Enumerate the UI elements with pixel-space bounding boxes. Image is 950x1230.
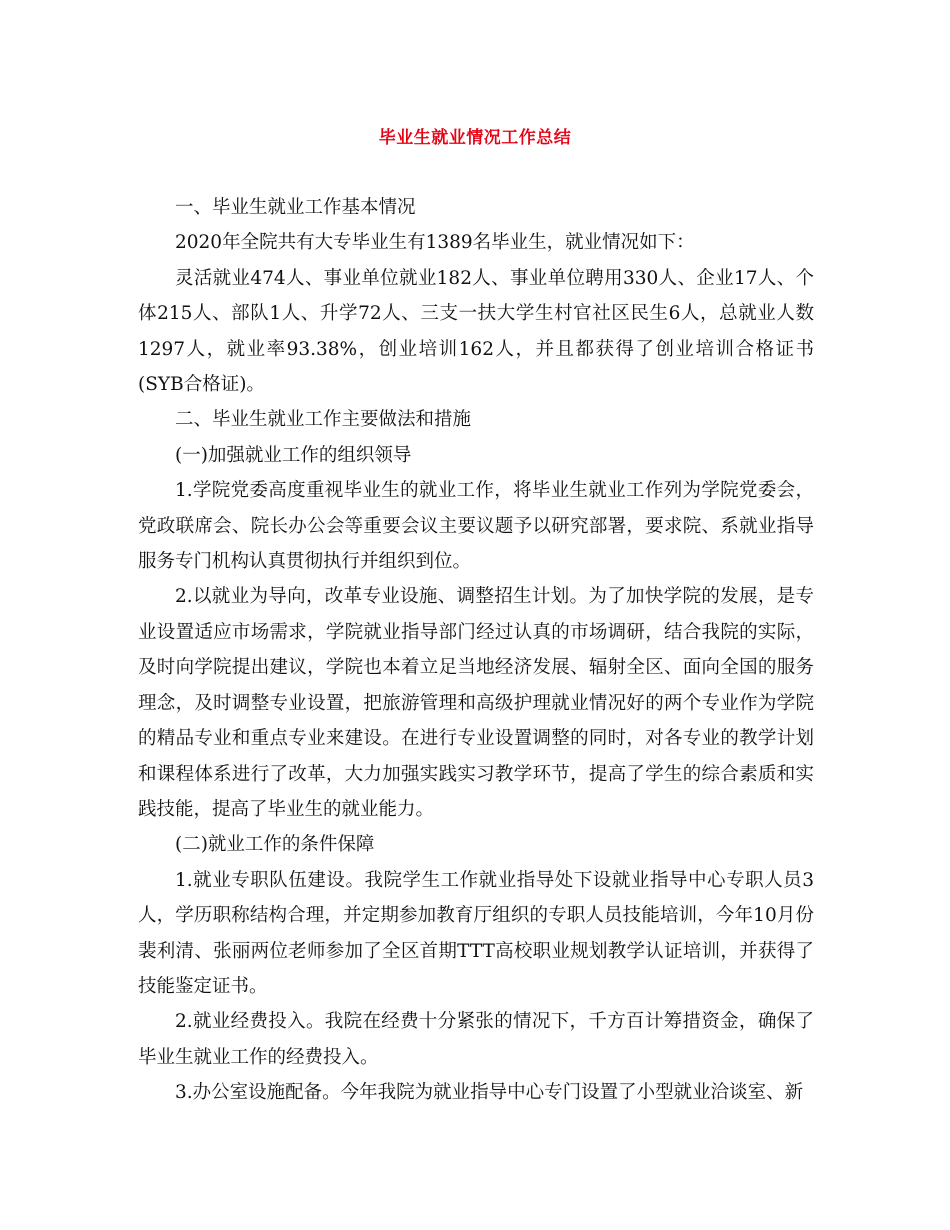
subsection-heading-2: (二)就业工作的条件保障 [175, 834, 375, 856]
paragraph: 2.以就业为导向，改革专业设施、调整招生计划。为了加快学院的发展，是专业设置适应市场需求，学院就业指导部门经过认真的市场调研，结合我院的实际，及时向学院提出建议，学院也本着立足当地经济发展、辐射全区、面向全国的服务理念，及时调整专业设置，把旅游管理和高级护理就业情况好的两个专业作为学院的精品专业和重点专业来建设。在进行专业设置调整的同时，对各专业的教学计划和课程体系进行了改革，大力加强实践实习教学环节，提高了学生的综合素质和实践技能，提高了毕业生的就业能力。 [138, 586, 814, 820]
paragraph: 2.就业经费投入。我院在经费十分紧张的情况下，千方百计筹措资金，确保了毕业生就业工作的经费投入。 [138, 1011, 814, 1068]
paragraph: 2020年全院共有大专毕业生有1389名毕业生，就业情况如下： [175, 232, 695, 254]
paragraph: 3.办公室设施配备。今年我院为就业指导中心专门设置了小型就业洽谈室、新 [175, 1082, 804, 1104]
section-heading-1: 一、毕业生就业工作基本情况 [175, 197, 416, 218]
paragraph: 1.就业专职队伍建设。我院学生工作就业指导处下设就业指导中心专职人员3人，学历职称结构合理，并定期参加教育厅组织的专职人员技能培训，今年10月份裴利清、张丽两位老师参加了全区首期TTT高校职业规划教学认证培训，并获得了技能鉴定证书。 [138, 869, 814, 997]
document-body [138, 190, 814, 1111]
section-heading-2: 二、毕业生就业工作主要做法和措施 [175, 409, 472, 431]
subsection-heading-1: (一)加强就业工作的组织领导 [175, 444, 412, 466]
document-title: 毕业生就业情况工作总结 [378, 128, 572, 148]
paragraph: 灵活就业474人、事业单位就业182人、事业单位聘用330人、企业17人、个体215人、部队1人、升学72人、三支一扶大学生村官社区民生6人，总就业人数1297人，就业率93.38%，创业培训162人，并且都获得了创业培训合格证书(SYB合格证)。 [138, 267, 814, 396]
paragraph: 1.学院党委高度重视毕业生的就业工作，将毕业生就业工作列为学院党委会，党政联席会、院长办公会等重要会议主要议题予以研究部署，要求院、系就业指导服务专门机构认真贯彻执行并组织到位。 [138, 480, 814, 573]
